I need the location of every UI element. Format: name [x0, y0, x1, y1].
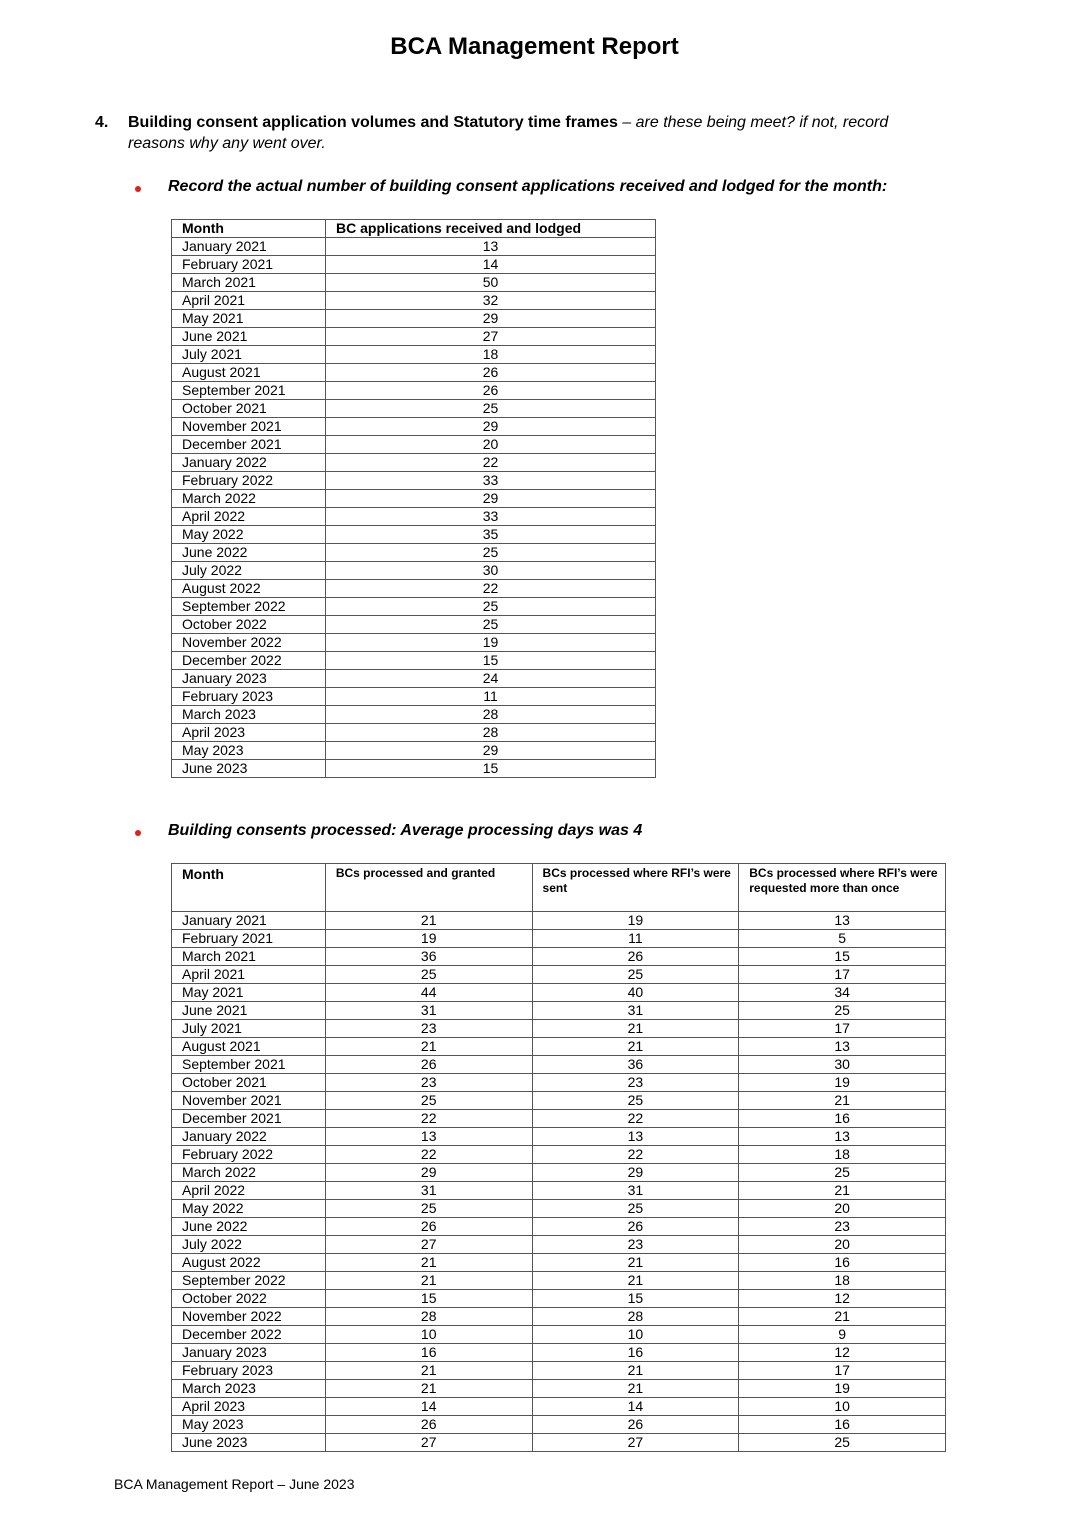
month-cell: October 2021: [172, 400, 326, 418]
month-cell: May 2022: [172, 526, 326, 544]
processed-row: [172, 1020, 946, 1038]
value-cell: 28: [325, 1308, 532, 1326]
value-cell: 13: [325, 1128, 532, 1146]
applications-row: [172, 724, 656, 742]
applications-row: [172, 598, 656, 616]
applications-row: [172, 526, 656, 544]
processed-row: [172, 1416, 946, 1434]
month-cell: March 2021: [172, 948, 326, 966]
month-cell: September 2021: [172, 382, 326, 400]
month-cell: January 2023: [172, 670, 326, 688]
value-cell: 13: [739, 912, 946, 930]
value-cell: 17: [739, 1020, 946, 1038]
month-cell: June 2023: [172, 760, 326, 778]
value-cell: 21: [739, 1182, 946, 1200]
value-cell: 31: [325, 1182, 532, 1200]
value-cell: 24: [326, 670, 656, 688]
applications-row: [172, 418, 656, 436]
value-cell: 22: [325, 1110, 532, 1128]
bullet-dot-icon: [135, 830, 141, 836]
value-cell: 21: [739, 1308, 946, 1326]
value-cell: 26: [326, 364, 656, 382]
value-cell: 25: [325, 966, 532, 984]
section-heading: Building consent application volumes and Statutory time frames: [128, 114, 618, 131]
month-cell: June 2022: [172, 1218, 326, 1236]
section-subtext: – are these being meet? if not, record reasons why any went over.: [128, 114, 889, 152]
month-cell: June 2021: [172, 1002, 326, 1020]
month-cell: September 2021: [172, 1056, 326, 1074]
value-cell: 23: [532, 1074, 739, 1092]
month-cell: January 2023: [172, 1344, 326, 1362]
value-cell: 26: [325, 1218, 532, 1236]
applications-row: [172, 328, 656, 346]
month-cell: January 2021: [172, 238, 326, 256]
value-cell: 44: [325, 984, 532, 1002]
value-cell: 9: [739, 1326, 946, 1344]
processed-row: [172, 948, 946, 966]
value-cell: 21: [325, 912, 532, 930]
applications-table: [171, 219, 656, 778]
value-cell: 27: [326, 328, 656, 346]
month-cell: July 2021: [172, 1020, 326, 1038]
month-cell: June 2023: [172, 1434, 326, 1452]
value-cell: 23: [532, 1236, 739, 1254]
value-cell: 35: [326, 526, 656, 544]
value-cell: 31: [532, 1182, 739, 1200]
month-cell: August 2021: [172, 1038, 326, 1056]
month-cell: April 2021: [172, 966, 326, 984]
applications-row: [172, 670, 656, 688]
processed-row: [172, 1398, 946, 1416]
value-cell: 21: [532, 1272, 739, 1290]
applications-row: [172, 346, 656, 364]
value-cell: 25: [739, 1002, 946, 1020]
value-cell: 21: [325, 1362, 532, 1380]
value-cell: 25: [532, 1092, 739, 1110]
month-cell: February 2022: [172, 472, 326, 490]
month-cell: July 2022: [172, 1236, 326, 1254]
month-cell: February 2023: [172, 1362, 326, 1380]
value-cell: 25: [532, 966, 739, 984]
header-rfi-repeat: BCs processed where RFI’s were requested more than once: [739, 864, 946, 912]
month-cell: December 2021: [172, 436, 326, 454]
value-cell: 16: [325, 1344, 532, 1362]
header-month: Month: [172, 220, 326, 238]
processed-row: [172, 1362, 946, 1380]
processed-row: [172, 1380, 946, 1398]
value-cell: 23: [739, 1218, 946, 1236]
value-cell: 26: [532, 1416, 739, 1434]
value-cell: 25: [325, 1200, 532, 1218]
value-cell: 15: [326, 652, 656, 670]
month-cell: December 2022: [172, 1326, 326, 1344]
processed-row: [172, 1164, 946, 1182]
value-cell: 15: [326, 760, 656, 778]
month-cell: September 2022: [172, 598, 326, 616]
value-cell: 22: [325, 1146, 532, 1164]
month-cell: November 2021: [172, 418, 326, 436]
processed-row: [172, 1182, 946, 1200]
month-cell: July 2021: [172, 346, 326, 364]
processed-row: [172, 1146, 946, 1164]
value-cell: 36: [325, 948, 532, 966]
month-cell: March 2021: [172, 274, 326, 292]
applications-row: [172, 616, 656, 634]
value-cell: 28: [326, 724, 656, 742]
month-cell: August 2022: [172, 1254, 326, 1272]
value-cell: 27: [532, 1434, 739, 1452]
processed-row: [172, 966, 946, 984]
value-cell: 31: [325, 1002, 532, 1020]
value-cell: 26: [532, 948, 739, 966]
value-cell: 13: [739, 1128, 946, 1146]
month-cell: January 2021: [172, 912, 326, 930]
applications-row: [172, 544, 656, 562]
applications-header-row: [172, 220, 656, 238]
value-cell: 31: [532, 1002, 739, 1020]
value-cell: 18: [326, 346, 656, 364]
value-cell: 23: [325, 1074, 532, 1092]
value-cell: 10: [325, 1326, 532, 1344]
value-cell: 21: [532, 1038, 739, 1056]
applications-row: [172, 400, 656, 418]
processed-row: [172, 1074, 946, 1092]
bullet-dot-icon: [135, 186, 141, 192]
value-cell: 18: [739, 1272, 946, 1290]
value-cell: 29: [326, 742, 656, 760]
month-cell: May 2023: [172, 1416, 326, 1434]
value-cell: 33: [326, 508, 656, 526]
month-cell: October 2021: [172, 1074, 326, 1092]
page-title: BCA Management Report: [390, 33, 679, 60]
value-cell: 26: [325, 1056, 532, 1074]
value-cell: 22: [326, 580, 656, 598]
value-cell: 26: [326, 382, 656, 400]
month-cell: December 2022: [172, 652, 326, 670]
value-cell: 25: [325, 1092, 532, 1110]
applications-row: [172, 472, 656, 490]
month-cell: August 2021: [172, 364, 326, 382]
processed-row: [172, 1254, 946, 1272]
applications-row: [172, 580, 656, 598]
processed-row: [172, 1200, 946, 1218]
value-cell: 32: [326, 292, 656, 310]
applications-row: [172, 652, 656, 670]
value-cell: 17: [739, 966, 946, 984]
value-cell: 12: [739, 1344, 946, 1362]
value-cell: 29: [326, 490, 656, 508]
value-cell: 15: [532, 1290, 739, 1308]
value-cell: 34: [739, 984, 946, 1002]
month-cell: April 2021: [172, 292, 326, 310]
section-number: 4.: [95, 114, 109, 131]
value-cell: 25: [532, 1200, 739, 1218]
processed-row: [172, 1308, 946, 1326]
applications-row: [172, 562, 656, 580]
month-cell: October 2022: [172, 616, 326, 634]
value-cell: 19: [326, 634, 656, 652]
value-cell: 19: [739, 1074, 946, 1092]
month-cell: January 2022: [172, 1128, 326, 1146]
month-cell: April 2022: [172, 1182, 326, 1200]
month-cell: February 2021: [172, 930, 326, 948]
processed-row: [172, 912, 946, 930]
processed-row: [172, 930, 946, 948]
applications-row: [172, 256, 656, 274]
applications-row: [172, 634, 656, 652]
month-cell: April 2023: [172, 1398, 326, 1416]
value-cell: 30: [739, 1056, 946, 1074]
value-cell: 26: [532, 1218, 739, 1236]
month-cell: December 2021: [172, 1110, 326, 1128]
value-cell: 21: [532, 1020, 739, 1038]
value-cell: 16: [739, 1416, 946, 1434]
value-cell: 21: [532, 1254, 739, 1272]
processed-row: [172, 1290, 946, 1308]
processed-header-row: [172, 864, 946, 912]
processed-row: [172, 984, 946, 1002]
processed-row: [172, 1344, 946, 1362]
bullet-processed-text: Building consents processed: Average processing days was 4: [168, 822, 643, 839]
value-cell: 10: [739, 1398, 946, 1416]
value-cell: 19: [532, 912, 739, 930]
processed-row: [172, 1128, 946, 1146]
value-cell: 25: [326, 400, 656, 418]
value-cell: 50: [326, 274, 656, 292]
month-cell: February 2021: [172, 256, 326, 274]
value-cell: 30: [326, 562, 656, 580]
value-cell: 21: [325, 1254, 532, 1272]
processed-row: [172, 1056, 946, 1074]
value-cell: 13: [532, 1128, 739, 1146]
value-cell: 27: [325, 1434, 532, 1452]
bullet-applications-text: Record the actual number of building consent applications received and lodged for the month:: [168, 178, 888, 195]
applications-row: [172, 508, 656, 526]
applications-row: [172, 688, 656, 706]
applications-row: [172, 274, 656, 292]
value-cell: 12: [739, 1290, 946, 1308]
value-cell: 29: [532, 1164, 739, 1182]
month-cell: May 2021: [172, 984, 326, 1002]
value-cell: 22: [326, 454, 656, 472]
month-cell: August 2022: [172, 580, 326, 598]
value-cell: 22: [532, 1146, 739, 1164]
value-cell: 15: [325, 1290, 532, 1308]
processed-row: [172, 1434, 946, 1452]
value-cell: 16: [532, 1344, 739, 1362]
month-cell: March 2022: [172, 490, 326, 508]
value-cell: 23: [325, 1020, 532, 1038]
value-cell: 40: [532, 984, 739, 1002]
value-cell: 14: [325, 1398, 532, 1416]
applications-row: [172, 436, 656, 454]
month-cell: June 2021: [172, 328, 326, 346]
value-cell: 16: [739, 1110, 946, 1128]
value-cell: 25: [326, 544, 656, 562]
value-cell: 21: [325, 1380, 532, 1398]
month-cell: May 2023: [172, 742, 326, 760]
month-cell: November 2021: [172, 1092, 326, 1110]
month-cell: May 2022: [172, 1200, 326, 1218]
header-month: Month: [172, 864, 326, 912]
month-cell: October 2022: [172, 1290, 326, 1308]
value-cell: 21: [739, 1092, 946, 1110]
value-cell: 29: [326, 418, 656, 436]
processed-row: [172, 1110, 946, 1128]
month-cell: July 2022: [172, 562, 326, 580]
month-cell: April 2023: [172, 724, 326, 742]
month-cell: September 2022: [172, 1272, 326, 1290]
page-footer: BCA Management Report – June 2023: [114, 1476, 355, 1492]
value-cell: 11: [532, 930, 739, 948]
applications-row: [172, 364, 656, 382]
value-cell: 19: [325, 930, 532, 948]
value-cell: 16: [739, 1254, 946, 1272]
header-applications: BC applications received and lodged: [326, 220, 656, 238]
processed-row: [172, 1236, 946, 1254]
month-cell: June 2022: [172, 544, 326, 562]
value-cell: 5: [739, 930, 946, 948]
value-cell: 21: [532, 1380, 739, 1398]
month-cell: March 2023: [172, 706, 326, 724]
value-cell: 27: [325, 1236, 532, 1254]
header-granted: BCs processed and granted: [325, 864, 532, 912]
value-cell: 29: [326, 310, 656, 328]
applications-row: [172, 238, 656, 256]
applications-row: [172, 742, 656, 760]
header-rfi-sent: BCs processed where RFI’s were sent: [532, 864, 739, 912]
value-cell: 21: [532, 1362, 739, 1380]
processed-row: [172, 1002, 946, 1020]
section-text: [128, 112, 943, 154]
month-cell: April 2022: [172, 508, 326, 526]
applications-row: [172, 454, 656, 472]
applications-row: [172, 490, 656, 508]
month-cell: February 2022: [172, 1146, 326, 1164]
processed-row: [172, 1326, 946, 1344]
value-cell: 13: [326, 238, 656, 256]
value-cell: 19: [739, 1380, 946, 1398]
value-cell: 11: [326, 688, 656, 706]
processed-row: [172, 1038, 946, 1056]
value-cell: 21: [325, 1272, 532, 1290]
value-cell: 22: [532, 1110, 739, 1128]
processed-table: [171, 863, 946, 1452]
month-cell: January 2022: [172, 454, 326, 472]
applications-row: [172, 760, 656, 778]
value-cell: 33: [326, 472, 656, 490]
value-cell: 25: [739, 1164, 946, 1182]
processed-row: [172, 1272, 946, 1290]
month-cell: February 2023: [172, 688, 326, 706]
value-cell: 15: [739, 948, 946, 966]
applications-row: [172, 310, 656, 328]
month-cell: March 2022: [172, 1164, 326, 1182]
value-cell: 26: [325, 1416, 532, 1434]
month-cell: March 2023: [172, 1380, 326, 1398]
applications-row: [172, 382, 656, 400]
applications-row: [172, 706, 656, 724]
value-cell: 20: [326, 436, 656, 454]
value-cell: 18: [739, 1146, 946, 1164]
month-cell: May 2021: [172, 310, 326, 328]
month-cell: November 2022: [172, 1308, 326, 1326]
value-cell: 20: [739, 1200, 946, 1218]
value-cell: 25: [739, 1434, 946, 1452]
value-cell: 29: [325, 1164, 532, 1182]
processed-row: [172, 1092, 946, 1110]
value-cell: 14: [532, 1398, 739, 1416]
value-cell: 36: [532, 1056, 739, 1074]
value-cell: 25: [326, 616, 656, 634]
processed-row: [172, 1218, 946, 1236]
value-cell: 25: [326, 598, 656, 616]
value-cell: 10: [532, 1326, 739, 1344]
value-cell: 20: [739, 1236, 946, 1254]
value-cell: 13: [739, 1038, 946, 1056]
month-cell: November 2022: [172, 634, 326, 652]
value-cell: 28: [326, 706, 656, 724]
value-cell: 14: [326, 256, 656, 274]
value-cell: 21: [325, 1038, 532, 1056]
applications-row: [172, 292, 656, 310]
value-cell: 17: [739, 1362, 946, 1380]
value-cell: 28: [532, 1308, 739, 1326]
